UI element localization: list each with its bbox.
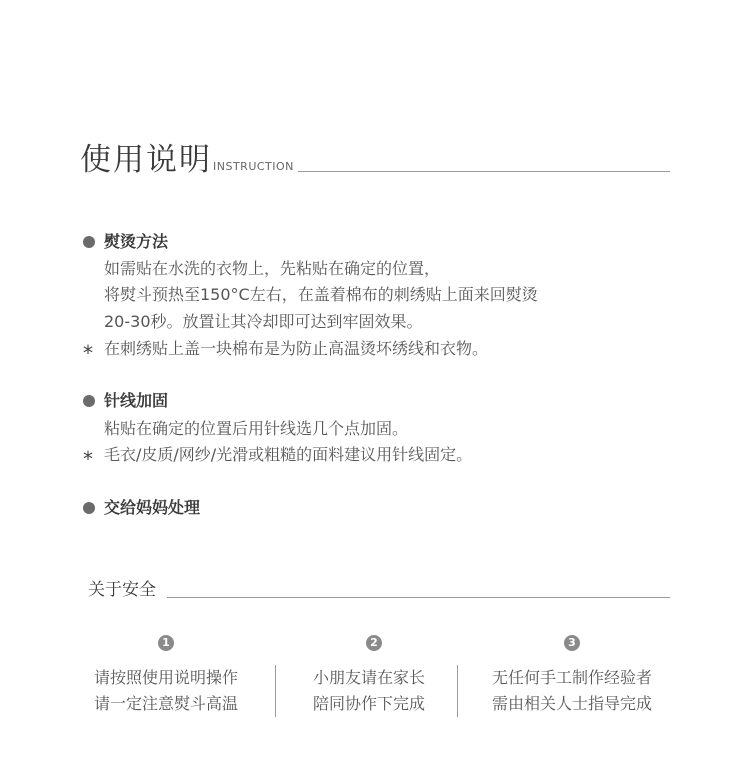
bullet-icon [83, 502, 95, 514]
number-1-icon: 1 [158, 635, 174, 651]
safety-item-2-line2: 陪同协作下完成 [312, 694, 425, 713]
sewing-note: 毛衣/皮质/网纱/光滑或粗糙的面料建议用针线固定。 [104, 445, 473, 464]
sewing-step-line: 粘贴在确定的位置后用针线选几个点加固。 [104, 419, 409, 438]
asterisk-icon: * [83, 341, 93, 365]
safety-divider [167, 597, 670, 598]
number-2-icon: 2 [366, 635, 382, 651]
safety-item-3-line1: 无任何手工制作经验者 [491, 668, 652, 687]
bullet-icon [83, 395, 95, 407]
ironing-step-line: 如需贴在水洗的衣物上，先粘贴在确定的位置， [104, 259, 441, 278]
title-divider [298, 171, 670, 172]
ironing-step-line: 将熨斗预热至150°C左右，在盖着棉布的刺绣贴上面来回熨烫 [104, 285, 538, 304]
safety-title: 关于安全 [88, 580, 156, 600]
section-heading-mom: 交给妈妈处理 [104, 498, 201, 517]
page-title: 使用说明 [80, 142, 212, 178]
number-3-icon: 3 [564, 635, 580, 651]
asterisk-icon: * [83, 447, 93, 471]
safety-item-3-line2: 需由相关人士指导完成 [491, 694, 652, 713]
section-heading-ironing: 熨烫方法 [104, 232, 169, 251]
safety-item-1-line2: 请一定注意熨斗高温 [93, 694, 238, 713]
safety-item-2-line1: 小朋友请在家长 [312, 668, 425, 687]
bullet-icon [83, 236, 95, 248]
page-subtitle: INSTRUCTION [213, 160, 294, 173]
ironing-note: 在刺绣贴上盖一块棉布是为防止高温烫坏绣线和衣物。 [104, 339, 489, 358]
ironing-step-line: 20-30秒。放置让其冷却即可达到牢固效果。 [104, 312, 423, 331]
safety-item-1-line1: 请按照使用说明操作 [93, 668, 238, 687]
section-heading-sewing: 针线加固 [104, 391, 169, 410]
column-divider [457, 665, 458, 717]
